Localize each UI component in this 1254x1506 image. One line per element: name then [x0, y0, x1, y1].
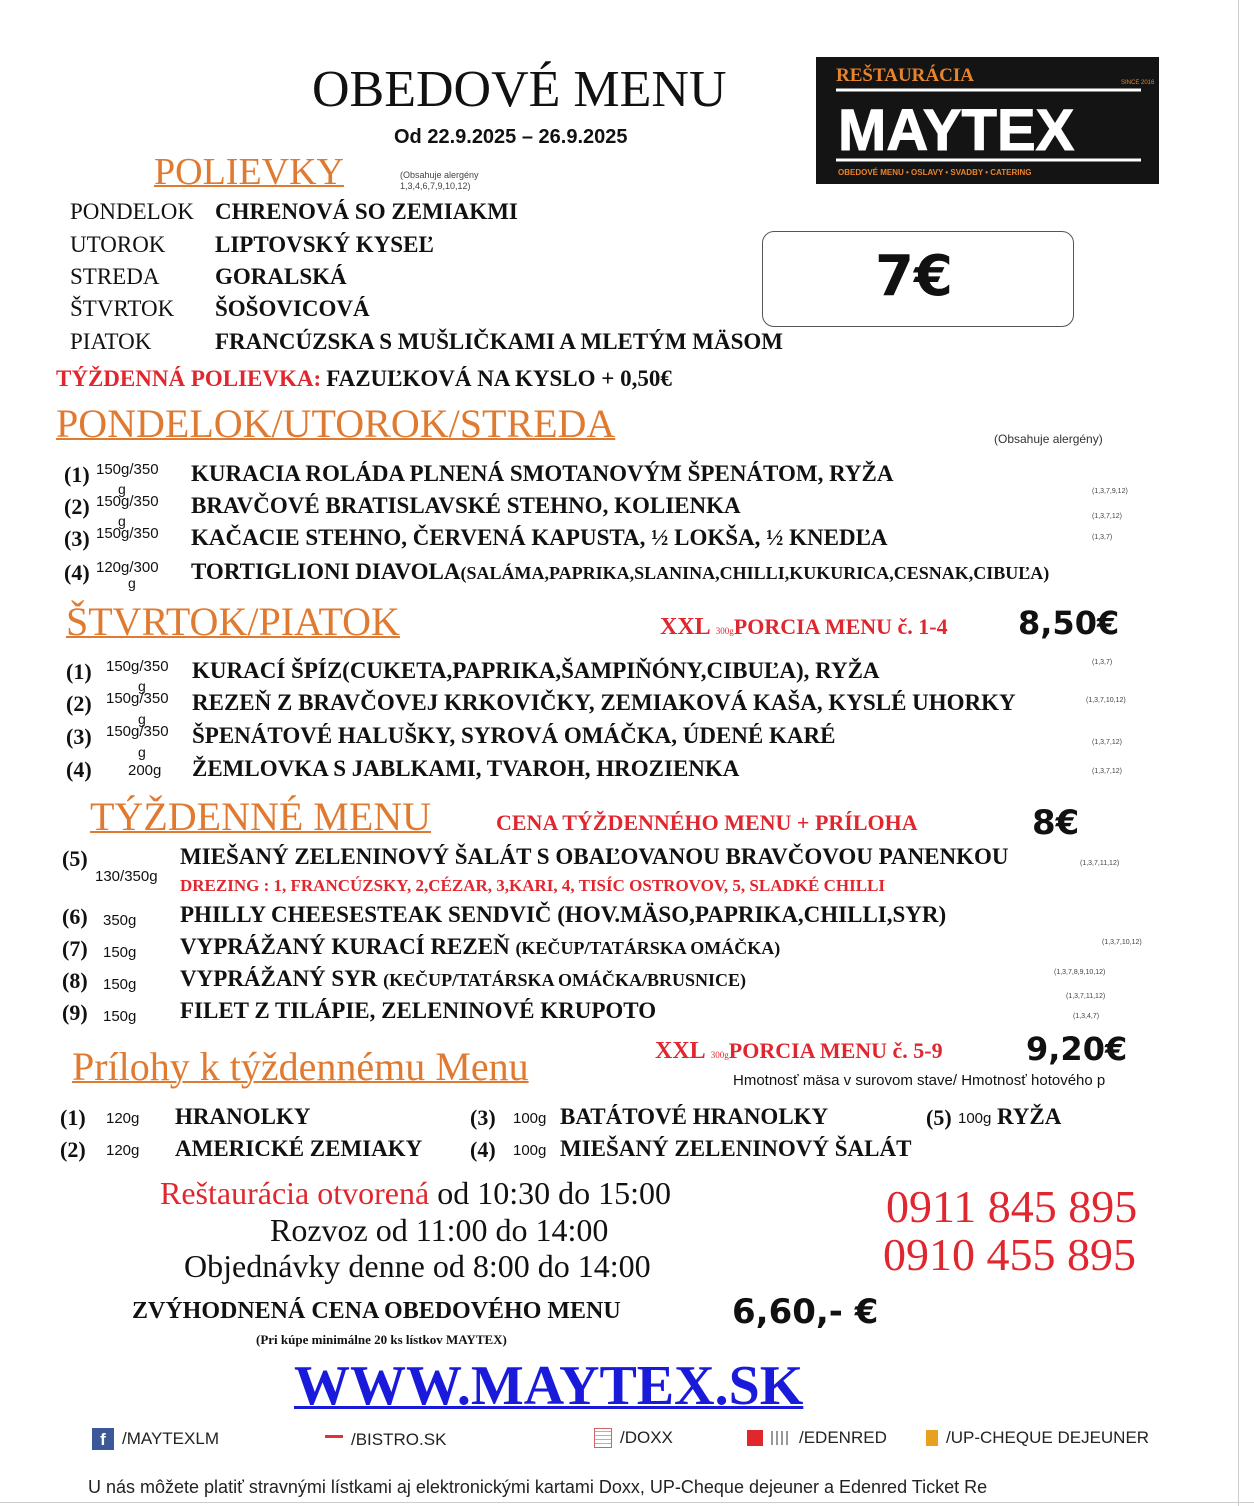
menu-item-dish [180, 934, 780, 960]
menu-item-weight: 150g/350 [96, 493, 159, 510]
side-weight: 120g [106, 1142, 140, 1159]
weekly-soup-dish: FAZUĽKOVÁ NA KYSLO + 0,50€ [326, 366, 672, 391]
side-name: AMERICKÉ ZEMIAKY [175, 1136, 423, 1161]
weekly-price-label: CENA TÝŽDENNÉHO MENU + PRÍLOHA [496, 810, 918, 835]
soup-dish: LIPTOVSKÝ KYSEĽ [215, 232, 434, 257]
menu-item-weight-unit: g [128, 575, 136, 591]
logo-brand: MAYTEX [838, 98, 1075, 163]
logo-graphic [816, 57, 1159, 184]
xxl-weight: 300g [715, 626, 734, 636]
soup-price: 7€ [875, 244, 953, 309]
soup-day: PIATOK [70, 329, 152, 354]
footer-link-edenred[interactable] [747, 1428, 887, 1448]
side-name: RYŽA [997, 1104, 1062, 1129]
weekly-xxl [655, 1038, 943, 1065]
mon-wed-allergens-note: (Obsahuje alergény) [994, 432, 1103, 446]
side-number: (2) [60, 1137, 86, 1162]
soup-dish: FRANCÚZSKA S MUŠLIČKAMI A MLETÝM MÄSOM [215, 329, 784, 354]
footer-link-label: /DOXX [620, 1428, 673, 1447]
menu-item-weight: 150g [103, 944, 137, 961]
logo-top-text: REŠTAURÁCIA [836, 65, 974, 86]
menu-item-allergens: (1,3,7,11,12) [1066, 993, 1106, 1000]
menu-item-weight: 200g [128, 762, 162, 779]
side-weight: 100g [513, 1142, 547, 1159]
menu-item-allergens: (1,3,7,10,12) [1102, 939, 1142, 946]
menu-item-allergens: (1,3,7,8,9,10,12) [1054, 969, 1106, 976]
sides-heading: Prílohy k týždennému Menu [72, 1044, 529, 1089]
menu-item-number: (7) [62, 936, 88, 961]
delivery-hours: Rozvoz od 11:00 do 14:00 [270, 1212, 609, 1248]
opening-hours-time: od 10:30 do 15:00 [429, 1175, 671, 1211]
promo-text: ZVÝHODNENÁ CENA OBEDOVÉHO MENU [132, 1298, 621, 1324]
footer-link-label: /MAYTEXLM [122, 1429, 219, 1448]
page-border-bottom [0, 1502, 1254, 1503]
bistro-icon [325, 1435, 343, 1438]
menu-item-weight: 150g [103, 976, 137, 993]
menu-item-number: (3) [64, 526, 90, 551]
side-weight: 100g [513, 1110, 547, 1127]
menu-item-dish: KURACÍ ŠPÍZ(CUKETA,PAPRIKA,ŠAMPIŇÓNY,CIBUĽA), RYŽA [192, 658, 880, 683]
menu-item-weight: 150g/350 [96, 461, 159, 478]
edenred-icon-bars [771, 1431, 791, 1445]
soup-day: STREDA [70, 264, 160, 289]
weight-note: Hmotnosť mäsa v surovom stave/ Hmotnosť hotového p [733, 1072, 1106, 1089]
website-link[interactable]: WWW.MAYTEX.SK [294, 1355, 804, 1417]
menu-item-number: (9) [62, 1000, 88, 1025]
up-cheque-icon [926, 1430, 938, 1446]
payment-note: U nás môžete platiť stravnými lístkami aj elektronickými kartami Doxx, UP-Cheque dejeuner a Edenred Ticket Re [88, 1477, 988, 1497]
menu-item-weight: 350g [103, 912, 137, 929]
soups-allergens-line2: 1,3,4,6,7,9,10,12) [400, 181, 471, 191]
menu-item-number: (3) [66, 724, 92, 749]
footer-link-label: /BISTRO.SK [351, 1430, 447, 1449]
xxl-prefix: XXL [660, 614, 711, 640]
thu-fri-xxl [660, 614, 948, 641]
menu-item-allergens: (1,3,7,11,12) [1080, 860, 1120, 867]
menu-item-allergens: (1,3,7) [1092, 659, 1113, 666]
extra-allergens: (1,3,4,7) [1073, 1013, 1100, 1020]
menu-item-number: (5) [62, 846, 88, 871]
side-weight: 120g [106, 1110, 140, 1127]
menu-item-dish [180, 966, 746, 992]
footer-link-label: /EDENRED [799, 1428, 887, 1447]
menu-item-dish-main: VYPRÁŽANÝ SYR [180, 966, 378, 991]
menu-item-weight: 150g/350 [106, 690, 169, 707]
mon-wed-heading: PONDELOK/UTOROK/STREDA [56, 401, 616, 446]
menu-item-allergens: (1,3,7) [1092, 534, 1113, 541]
xxl-text: PORCIA MENU č. 1-4 [733, 614, 948, 639]
menu-item-weight: 150g/350 [96, 525, 159, 542]
footer-links [92, 1428, 1232, 1454]
footer-link-bistro[interactable] [325, 1430, 446, 1450]
menu-item-weight: 150g/350 [106, 658, 169, 675]
side-number: (3) [470, 1105, 496, 1130]
soups-allergens-line1: (Obsahuje alergény [400, 170, 479, 180]
menu-item-allergens: (1,3,7,10,12) [1086, 697, 1126, 704]
menu-item-dish: ŠPENÁTOVÉ HALUŠKY, SYROVÁ OMÁČKA, ÚDENÉ KARÉ [192, 723, 836, 748]
weekly-price: 8€ [1032, 803, 1080, 843]
menu-item-number: (1) [66, 659, 92, 684]
soup-day: ŠTVRTOK [70, 296, 175, 321]
weekly-xxl-prefix: XXL [655, 1038, 706, 1064]
menu-item-weight: 150g [103, 1008, 137, 1025]
opening-hours-label: Reštaurácia otvorená [160, 1175, 430, 1211]
footer-link-up-cheque[interactable] [926, 1428, 1149, 1448]
soup-price-box [762, 231, 1074, 327]
menu-item-dish: ŽEMLOVKA S JABLKAMI, TVAROH, HROZIENKA [192, 756, 740, 781]
menu-item-dish-detail: (KEČUP/TATÁRSKA OMÁČKA/BRUSNICE) [383, 970, 747, 990]
menu-item-number: (8) [62, 968, 88, 993]
phone-2[interactable]: 0910 455 895 [883, 1229, 1136, 1280]
menu-item-dish: FILET Z TILÁPIE, ZELENINOVÉ KRUPOTO [180, 998, 657, 1023]
menu-item-dish: REZEŇ Z BRAVČOVEJ KRKOVIČKY, ZEMIAKOVÁ KAŠA, KYSLÉ UHORKY [192, 690, 1016, 715]
footer-link-doxx[interactable] [594, 1428, 673, 1448]
opening-hours [160, 1175, 671, 1212]
side-number: (5) [926, 1105, 952, 1130]
menu-item-allergens: (1,3,7,12) [1092, 768, 1122, 775]
side-name: MIEŠANÝ ZELENINOVÝ ŠALÁT [560, 1136, 912, 1161]
restaurant-logo [816, 57, 1159, 184]
menu-item-dish: MIEŠANÝ ZELENINOVÝ ŠALÁT S OBAĽOVANOU BRAVČOVOU PANENKOU [180, 844, 1009, 869]
menu-item-weight-unit: g [118, 513, 126, 529]
menu-item-dish-detail: (SALÁMA,PAPRIKA,SLANINA,CHILLI,KUKURICA,CESNAK,CIBUĽA) [460, 563, 1050, 583]
menu-item-allergens: (1,3,7,12) [1092, 513, 1122, 520]
soup-dish: CHRENOVÁ SO ZEMIAKMI [215, 199, 518, 224]
menu-item-weight: 120g/300 [96, 559, 159, 576]
soup-day: UTOROK [70, 232, 166, 257]
menu-item-weight-unit: g [138, 744, 146, 760]
menu-item-number: (4) [64, 560, 90, 585]
soup-dish: GORALSKÁ [215, 264, 347, 289]
side-name: HRANOLKY [175, 1104, 311, 1129]
menu-item-number: (1) [64, 462, 90, 487]
menu-item-weight-unit: g [118, 481, 126, 497]
menu-item-dish: PHILLY CHEESESTEAK SENDVIČ (HOV.MÄSO,PAPRIKA,CHILLI,SYR) [180, 902, 947, 927]
side-weight: 100g [958, 1110, 992, 1127]
menu-item-weight-unit: g [138, 711, 146, 727]
date-range: Od 22.9.2025 – 26.9.2025 [394, 126, 628, 148]
logo-bottom-text: OBEDOVÉ MENU • OSLAVY • SVADBY • CATERING [838, 168, 1032, 177]
menu-item-dish [191, 559, 1049, 585]
facebook-icon: f [92, 1428, 114, 1450]
menu-item-number: (2) [64, 494, 90, 519]
menu-item-dish-detail: (KEČUP/TATÁRSKA OMÁČKA) [515, 938, 781, 958]
menu-item-dish: KURACIA ROLÁDA PLNENÁ SMOTANOVÝM ŠPENÁTOM, RYŽA [191, 461, 894, 486]
page-border-right [1238, 0, 1239, 1506]
weekly-soup [56, 366, 672, 392]
page-title: OBEDOVÉ MENU [312, 61, 727, 118]
menu-item-weight: 150g/350 [106, 723, 169, 740]
promo-note: (Pri kúpe minimálne 20 ks lístkov MAYTEX) [256, 1332, 507, 1347]
weekly-xxl-text: PORCIA MENU č. 5-9 [728, 1038, 943, 1063]
menu-item-weight: 130/350g [95, 868, 158, 885]
phone-1[interactable]: 0911 845 895 [886, 1181, 1138, 1232]
weekly-soup-label: TÝŽDENNÁ POLIEVKA: [56, 366, 322, 391]
soup-day: PONDELOK [70, 199, 194, 224]
footer-link-facebook[interactable] [92, 1428, 219, 1450]
footer-link-label: /UP-CHEQUE DEJEUNER [946, 1428, 1150, 1447]
edenred-icon [747, 1430, 763, 1446]
side-name: BATÁTOVÉ HRANOLKY [560, 1104, 829, 1129]
doxx-icon [594, 1428, 612, 1448]
menu-item-number: (2) [66, 691, 92, 716]
menu-item-dish: KAČACIE STEHNO, ČERVENÁ KAPUSTA, ½ LOKŠA, ½ KNEDĽA [191, 525, 888, 550]
weekly-xxl-price: 9,20€ [1026, 1030, 1128, 1068]
soup-dish: ŠOŠOVICOVÁ [215, 296, 370, 321]
logo-since: SINCE 2016 [1121, 80, 1155, 86]
soups-heading: POLIEVKY [154, 151, 344, 193]
menu-item-allergens: (1,3,7,12) [1092, 739, 1122, 746]
side-number: (4) [470, 1137, 496, 1162]
dressing-list: DREZING : 1, FRANCÚZSKY, 2,CÉZAR, 3,KARI, 4, TISÍC OSTROVOV, 5, SLADKÉ CHILLI [180, 876, 885, 895]
order-hours: Objednávky denne od 8:00 do 14:00 [184, 1248, 651, 1284]
thu-fri-heading: ŠTVRTOK/PIATOK [66, 599, 400, 644]
promo-price: 6,60,- € [732, 1292, 879, 1332]
thu-fri-xxl-price: 8,50€ [1018, 604, 1120, 642]
menu-item-dish-main: TORTIGLIONI DIAVOLA [191, 559, 461, 584]
menu-item-dish-main: VYPRÁŽANÝ KURACÍ REZEŇ [180, 934, 510, 959]
side-number: (1) [60, 1105, 86, 1130]
weekly-xxl-weight: 300g [710, 1050, 729, 1060]
weekly-heading: TÝŽDENNÉ MENU [90, 794, 432, 839]
menu-item-number: (6) [62, 904, 88, 929]
menu-item-allergens: (1,3,7,9,12) [1092, 488, 1128, 495]
menu-item-dish: BRAVČOVÉ BRATISLAVSKÉ STEHNO, KOLIENKA [191, 493, 741, 518]
menu-item-weight-unit: g [138, 678, 146, 694]
menu-item-number: (4) [66, 757, 92, 782]
